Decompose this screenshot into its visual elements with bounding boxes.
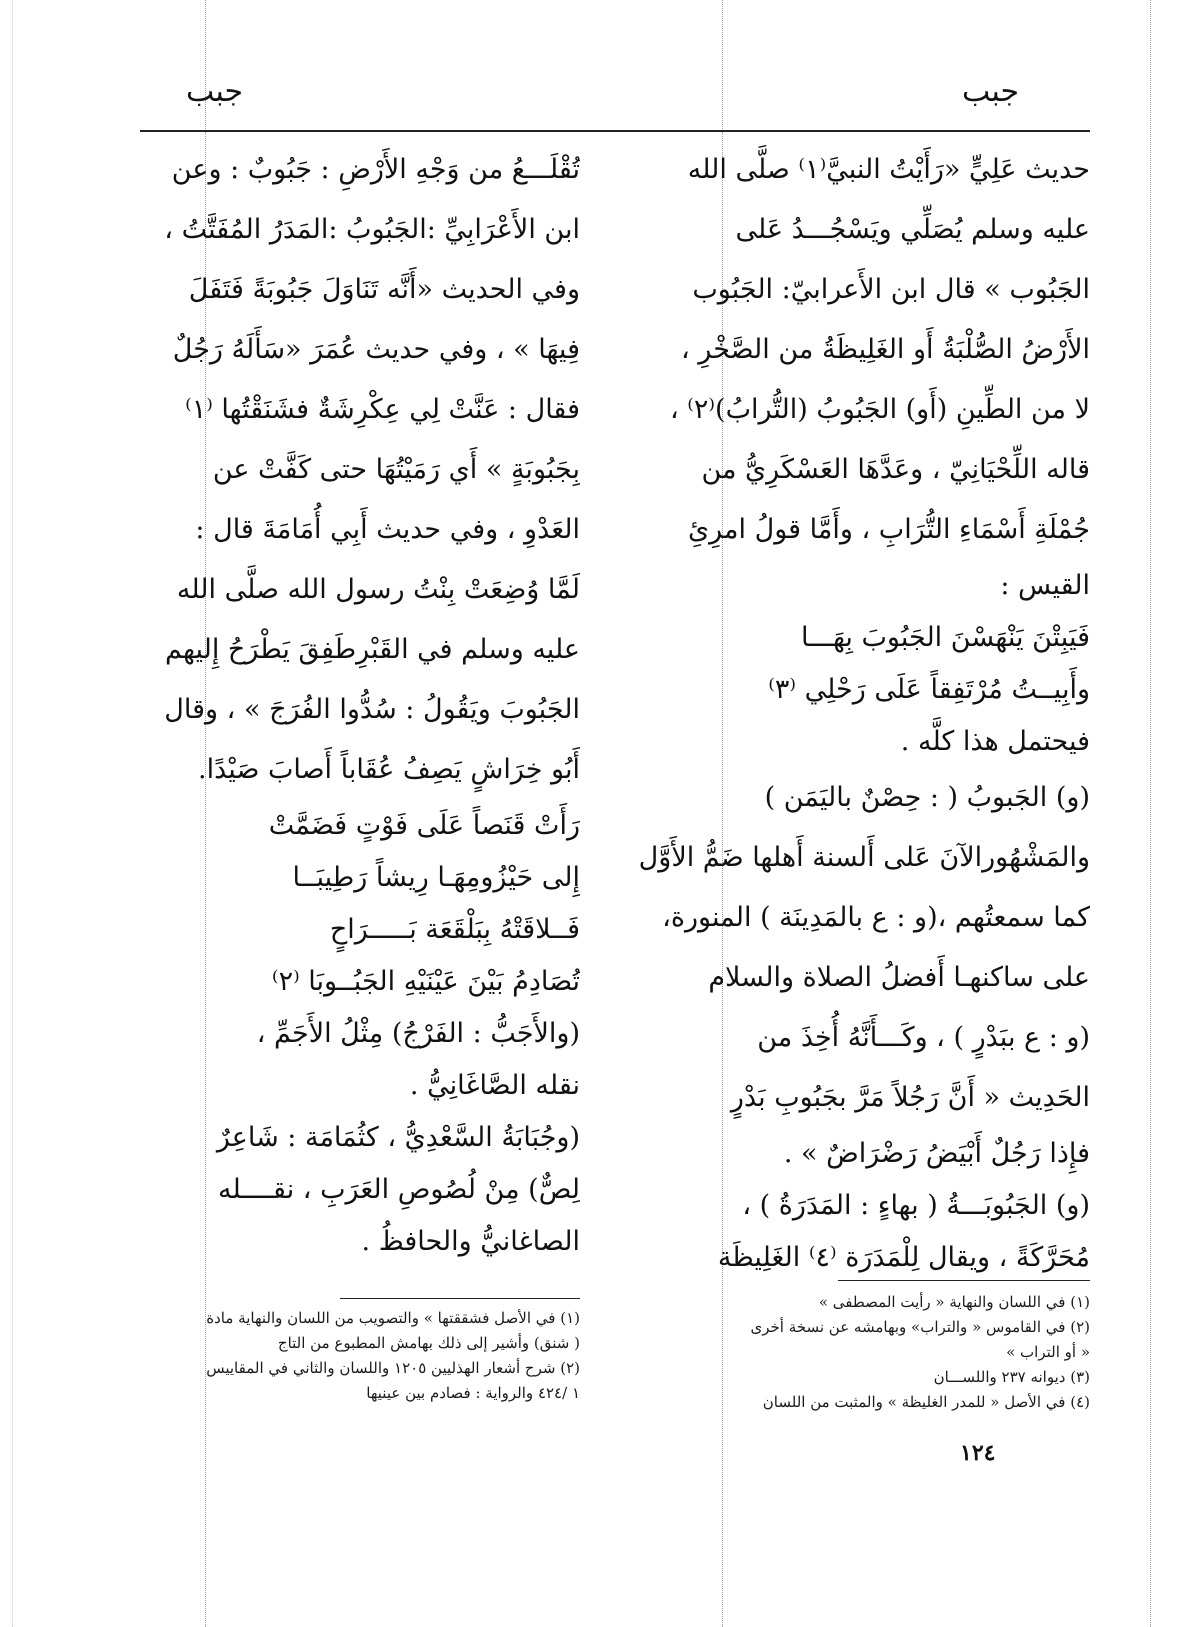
text-line: أَبُو خِرَاشٍ يَصِفُ عُقَاباً أَصابَ صَيْدًا. — [198, 754, 580, 785]
text-line: جُمْلَةِ أَسْمَاءِ التُّرَابِ ، وأَمَّا قولُ امرِئِ — [688, 514, 1090, 545]
text-line: (والأَجَبُّ : الفَرْجُ) مِثْلُ الأَجَمِّ ، — [256, 1018, 580, 1049]
text-line: الجَبُوبَ ويَقُولُ : سُدُّوا الفُرَجَ » ، وقال — [164, 694, 580, 725]
right-text-column — [638, 140, 1090, 1284]
left-text-column — [140, 140, 580, 1268]
text-line: بِجَبُوبَةٍ » أَي رَمَيْتُهَا حتى كَفَّتْ عن — [212, 454, 580, 485]
footnote: (٢) في القاموس « والتراب» وبهامشه عن نسخة أخرى — [750, 1318, 1090, 1336]
text-line: مُحَرَّكَةً ، ويقال لِلْمَدَرَة ⁽٤⁾ الغَلِيظَة — [717, 1242, 1090, 1273]
running-head-right: جبب — [962, 74, 1020, 109]
text-line: فِيهَا » ، وفي حديث عُمَرَ «سَأَلَهُ رَجُلٌ — [172, 334, 580, 365]
text-line: فقال : عَنَّتْ لِي عِكْرِشَةٌ فشَنَقْتُها ⁽١⁾ — [185, 394, 580, 425]
text-line: ابن الأَعْرَابِيِّ :الجَبُوبُ :المَدَرُ المُفَتَّتُ ، — [164, 214, 580, 245]
footnote: (١) في اللسان والنهاية « رأيت المصطفى » — [818, 1293, 1090, 1311]
text-line: قاله اللِّحْيَانِيّ ، وعَدَّهَا العَسْكَرِيُّ من — [701, 454, 1090, 485]
text-line: تُقْلَـــعُ من وَجْهِ الأَرْضِ : جَبُوبٌ : وعن — [171, 154, 580, 185]
text-line: لَمَّا وُضِعَتْ بِنْتُ رسول الله صلَّى الله — [176, 574, 580, 605]
text-line: عليه وسلم في القَبْرِطَفِقَ يَطْرَحُ إِليهم — [165, 634, 580, 665]
text-line: لِصٌّ) مِنْ لُصُوصِ العَرَبِ ، نقــــله — [217, 1174, 580, 1205]
text-line: (وجُبَابَةُ السَّعْدِيُّ ، كثُمَامَة : شَاعِرٌ — [216, 1122, 580, 1153]
footnote: (١) في الأصل فشققتها » والتصويب من اللسان والنهاية مادة — [206, 1309, 580, 1327]
footnote: (٤) في الأصل « للمدر الغليظة » والمثبت من اللسان — [762, 1393, 1090, 1411]
footnote-rule-right — [838, 1280, 1090, 1281]
verse-line: وأَبِيــتُ مُرْتَفِقاً عَلَى رَحْلِي ⁽٣⁾ — [768, 674, 1090, 705]
footnote: ١ /٤٢٤ والرواية : فصادم بين عينيها — [366, 1384, 580, 1402]
text-line: لا من الطِّينِ (أَو) الجَبُوبُ (التُّرابُ)⁽٢⁾ ، — [669, 394, 1090, 425]
text-line: نقله الصَّاغَانِيُّ . — [409, 1070, 580, 1101]
header-rule — [140, 130, 1090, 132]
text-line: القيس : — [1000, 570, 1090, 601]
text-line: حديث عَلِيٍّ «رَأَيْتُ النبيَّ⁽١⁾ صلَّى الله — [687, 154, 1090, 185]
text-line: فإِذا رَجُلٌ أَبْيَضُ رَضْرَاضٌ » . — [783, 1138, 1090, 1169]
footnote: « أو التراب » — [1006, 1343, 1090, 1361]
verse-line: رَأَتْ قَنَصاً عَلَى فَوْتٍ فَضَمَّتْ — [268, 810, 580, 841]
running-head-left: جبب — [186, 74, 244, 109]
scan-guide-line — [1150, 0, 1151, 1627]
footnote: (٢) شرح أشعار الهذليين ١٢٠٥ واللسان والثاني في المقاييس — [206, 1359, 580, 1377]
verse-line: فَــلاقَتْهُ بِبَلْقَعَة بَـــــرَاحٍ — [329, 914, 580, 945]
text-line: (و) الجَبُوبَـــةُ ( بهاءٍ : المَدَرَةُ ) ، — [742, 1190, 1090, 1221]
footnote: ( شنق) وأشير إلى ذلك بهامش المطبوع من التاج — [277, 1334, 580, 1352]
text-line: والمَشْهُورالآنَ عَلى أَلسنة أَهلها ضَمُّ الأَوَّل — [638, 842, 1090, 873]
text-line: الحَدِيث « أَنَّ رَجُلاً مَرَّ بجَبُوبِ بَدْرٍ — [730, 1082, 1090, 1113]
text-line: كما سمعتُهم ،(و : ع بالمَدِينَة ) المنورة، — [662, 902, 1090, 933]
scan-guide-line — [12, 0, 13, 1627]
verse-line: فَيَبِتْنَ يَنْهَسْنَ الجَبُوبَ بِهَـــا — [801, 622, 1090, 653]
text-line: العَدْوِ ، وفي حديث أَبِي أُمَامَةَ قال : — [195, 514, 580, 545]
footnotes-right — [640, 1290, 1090, 1415]
text-line: الصاغانيُّ والحافظُ . — [361, 1226, 580, 1257]
text-line: على ساكنهـا أَفضلُ الصلاة والسلام — [708, 962, 1090, 993]
text-line: الأَرْضُ الصُّلْبَةُ أَو الغَلِيظَةُ من الصَّخْرِ ، — [681, 334, 1090, 365]
verse-line: إِلى حَيْزُومِهَـا رِيشاً رَطِيبَــا — [292, 862, 580, 893]
verse-line: تُصَادِمُ بَيْنَ عَيْنَيْهِ الجَبُــوبَا ⁽٢⁾ — [271, 966, 580, 997]
text-line: عليه وسلم يُصَلِّي ويَسْجُـــدُ عَلى — [735, 214, 1090, 245]
footnote-rule-left — [340, 1298, 580, 1299]
page-number: ١٢٤ — [960, 1440, 996, 1466]
text-line: فيحتمل هذا كلَّه . — [900, 726, 1090, 757]
text-line: وفي الحديث «أَنَّه تَنَاوَلَ جَبُوبَةً فَتَفَلَ — [188, 274, 580, 305]
text-line: (و) الجَبوبُ ( : حِصْنٌ باليَمَن ) — [764, 782, 1090, 813]
text-line: (و : ع ببَدْرٍ ) ، وكَـــأَنَّهُ أُخِذَ من — [757, 1022, 1090, 1053]
footnote: (٣) ديوانه ٢٣٧ واللســـان — [933, 1368, 1090, 1386]
text-line: الجَبُوب » قال ابن الأَعرابيّ: الجَبُوب — [692, 274, 1090, 305]
footnotes-left — [140, 1306, 580, 1406]
